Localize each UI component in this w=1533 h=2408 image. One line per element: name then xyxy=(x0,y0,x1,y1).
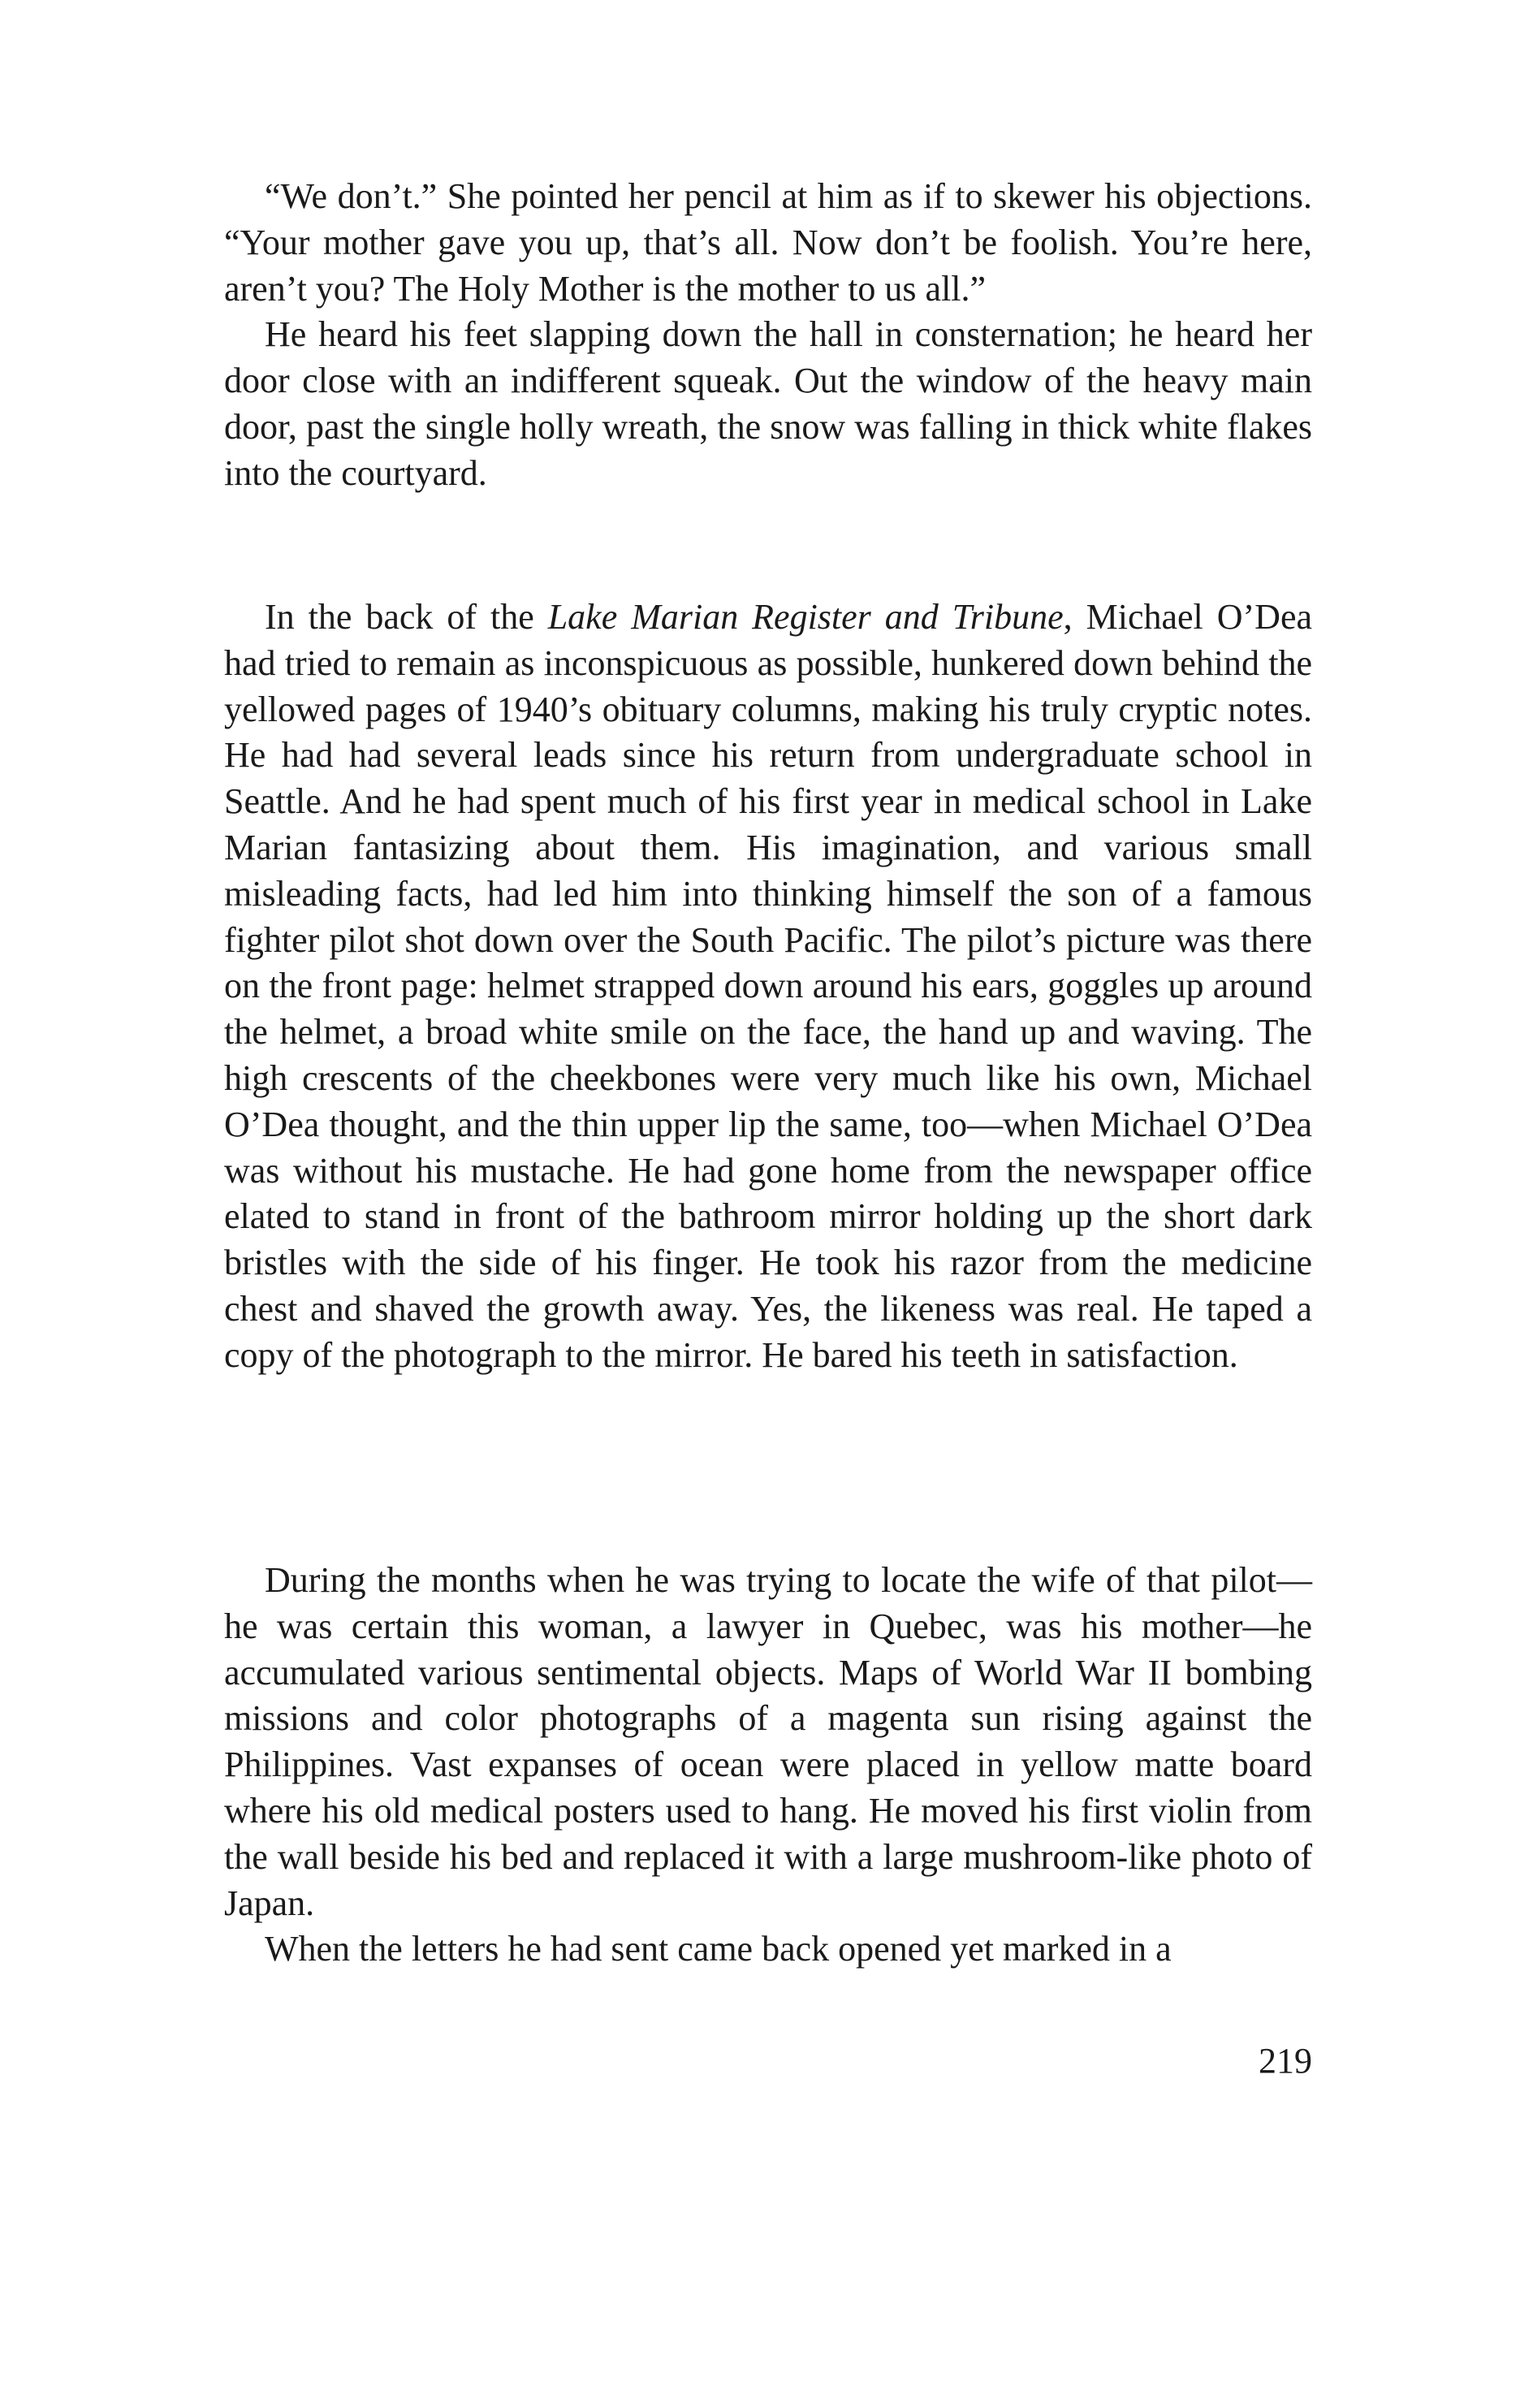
page-number: 219 xyxy=(1259,2041,1312,2081)
body-text xyxy=(224,174,1312,497)
body-text-section-3 xyxy=(224,1558,1312,1973)
paragraph-hallway: He heard his feet slapping down the hall in consternation; he heard her door close with an indifferent squeak. Out the window of the heavy main door, past the single holly wreath, the snow was falling in thick white flakes into the courtyard. xyxy=(224,314,1312,493)
paragraph-newspaper-body: , Michael O’Dea had tried to remain as inconspicuous as possible, hunkered down behind the yellowed pages of 1940’s obituary columns, making his truly cryptic notes. He had had several leads since his return from undergraduate school in Seattle. And he had spent much of his first year in medical school in Lake Marian fantasizing about them. His imagination, and various small misleading facts, had led him into thinking himself the son of a famous fighter pilot shot down over the South Pacific. The pilot’s picture was there on the front page: helmet strapped down around his ears, goggles up around the helmet, a broad white smile on the face, the hand up and waving. The high crescents of the cheekbones were very much like his own, Michael O’Dea thought, and the thin upper lip the same, too—when Michael O’Dea was without his mustache. He had gone home from the newspaper office elated to stand in front of the bathroom mirror holding up the short dark bristles with the side of his finger. He took his razor from the medicine chest and shaved the growth away. Yes, the likeness was real. He taped a copy of the photograph to the mirror. He bared his teeth in satisfaction. xyxy=(224,597,1313,1375)
paragraph-objects: During the months when he was trying to locate the wife of that pilot—he was certain this woman, a lawyer in Quebec, was his mother—he accumulated various sentimental objects. Maps of World War II bombing missions and color photographs of a magenta sun rising against the Philippines. Vast expanses of ocean were placed in yellow matte board where his old medical posters used to hang. He moved his first violin from the wall beside his bed and replaced it with a large mushroom-like photo of Japan. xyxy=(224,1560,1312,1923)
paragraph-newspaper xyxy=(224,594,1312,1379)
paragraph-newspaper-lead: In the back of the xyxy=(265,597,548,637)
newspaper-title: Lake Marian Register and Tribune xyxy=(547,597,1064,637)
body-text-section-2 xyxy=(224,594,1312,1379)
paragraph-dialogue: “We don’t.” She pointed her pencil at him as if to skewer his objections. “Your mother gave you up, that’s all. Now don’t be foolish. You’re here, aren’t you? The Holy Mother is the mother to us all.” xyxy=(224,176,1312,309)
paragraph-letters: When the letters he had sent came back opened yet marked in a xyxy=(265,1929,1172,1969)
